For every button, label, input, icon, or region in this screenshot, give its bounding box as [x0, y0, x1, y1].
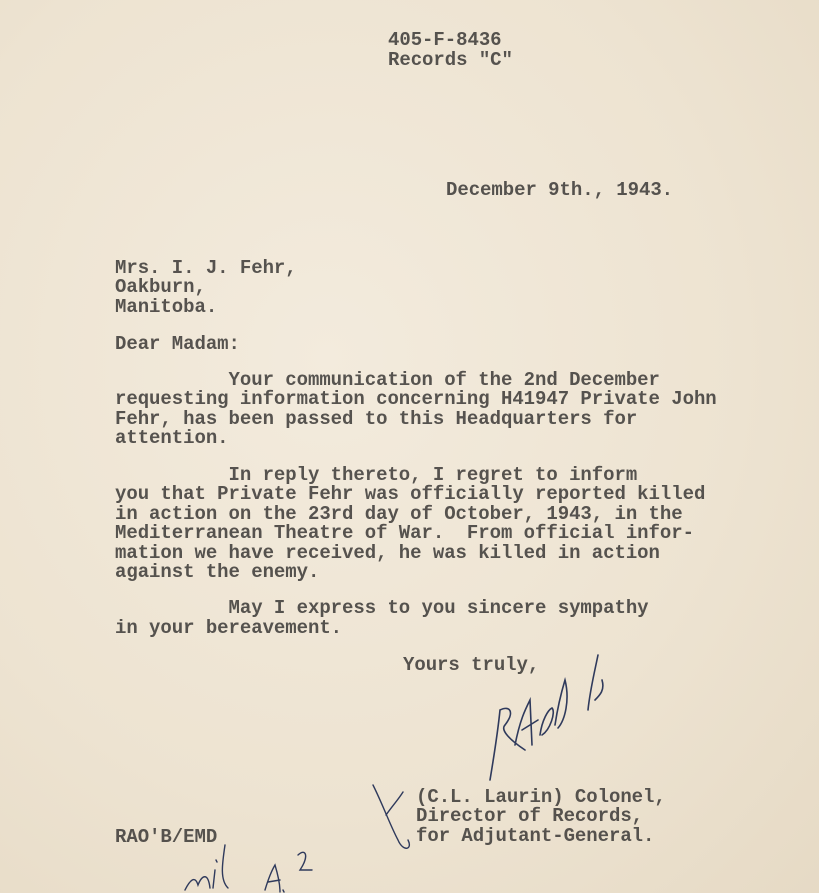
- paragraph-line: In reply thereto, I regret to inform: [115, 464, 638, 486]
- signatory-line: for Adjutant-General.: [416, 825, 655, 847]
- address-line: Mrs. I. J. Fehr,: [115, 257, 297, 279]
- letter-date: December 9th., 1943.: [446, 179, 674, 201]
- paragraph-line: Fehr, has been passed to this Headquarters for: [115, 408, 638, 430]
- signatory-line: (C.L. Laurin) Colonel,: [416, 786, 666, 808]
- paragraph-line: against the enemy.: [115, 561, 320, 583]
- paragraph-line: in action on the 23rd day of October, 1943, in the: [115, 503, 683, 525]
- salutation: Dear Madam:: [115, 333, 240, 355]
- records-label: Records "C": [388, 49, 513, 71]
- file-number: 405-F-8436: [388, 29, 502, 51]
- paragraph-line: May I express to you sincere sympathy: [115, 597, 649, 619]
- paragraph-line: in your bereavement.: [115, 617, 343, 639]
- paragraph-line: Your communication of the 2nd December: [115, 369, 660, 391]
- handwritten-mark: [368, 780, 418, 855]
- handwritten-initials: [180, 840, 330, 893]
- paragraph-line: requesting information concerning H41947 Private John: [115, 388, 717, 410]
- address-line: Oakburn,: [115, 276, 206, 298]
- paragraph-line: attention.: [115, 427, 229, 449]
- paragraph-line: Mediterranean Theatre of War. From official infor-: [115, 522, 694, 544]
- address-line: Manitoba.: [115, 296, 218, 318]
- signatory-line: Director of Records,: [416, 805, 644, 827]
- closing: Yours truly,: [403, 654, 540, 676]
- reference-code: RAO'B/EMD: [115, 826, 218, 848]
- paragraph-line: mation we have received, he was killed in action: [115, 542, 660, 564]
- handwritten-signature: [470, 650, 620, 790]
- paragraph-line: you that Private Fehr was officially reported killed: [115, 483, 706, 505]
